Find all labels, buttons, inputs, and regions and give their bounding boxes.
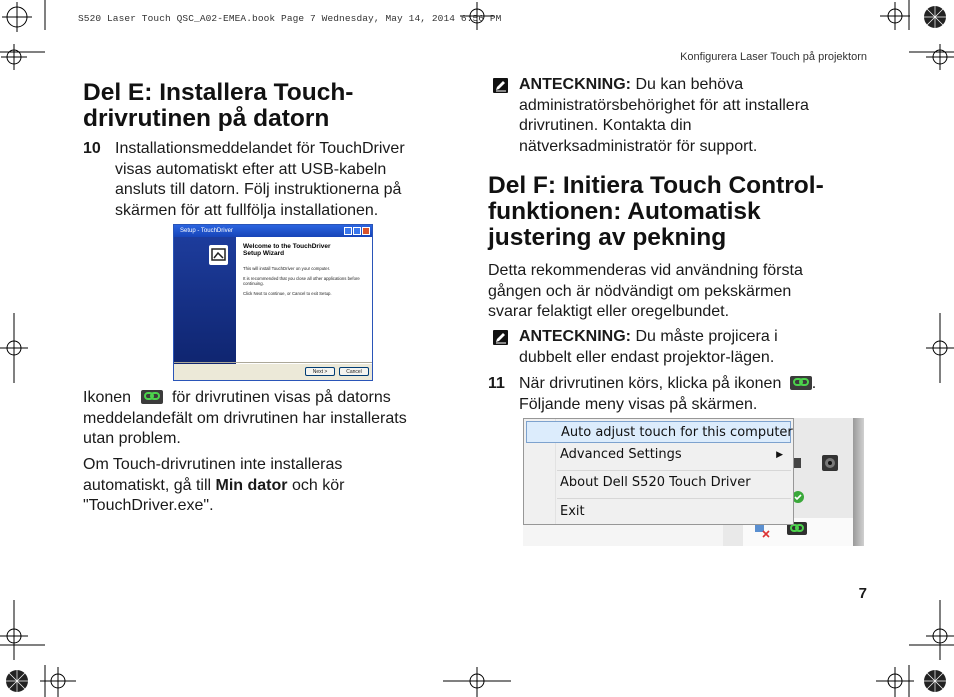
step-number: 11 [488,375,505,392]
menu-item-advanced-settings[interactable] [526,444,791,466]
menu-item-label: Advanced Settings [560,447,682,462]
section-f-title-line3: justering av pekning [488,224,727,251]
submenu-arrow-icon: ▶ [776,450,783,460]
note-text: Du kan behöva [635,76,744,93]
note-1 [519,75,879,157]
note-icon [493,78,508,93]
section-f-line: gången och är nödvändigt om pekskärmen [488,282,792,300]
icon-para-start: Ikonen [83,389,132,406]
note-label: ANTECKNING: [519,328,631,345]
note-line: dubbelt eller endast projektor-lägen. [519,348,775,366]
next-button[interactable]: Next > [305,367,335,376]
note-line: nätverksadministratör för support. [519,137,758,155]
installer-logo-icon [209,245,228,265]
icon-para-line: meddelandefält om drivrutinen har installerats [83,409,407,427]
wizard-sidebar [174,237,236,364]
step-number: 10 [83,140,101,157]
touchdriver-tray-icon [141,390,163,404]
section-f-title [488,173,824,251]
note-line: administratörsbehörighet för att installera [519,96,809,114]
manual-line-1: Om Touch-drivrutinen inte installeras [83,456,343,473]
manual-install-paragraph [83,455,463,517]
context-menu-screenshot [523,418,864,546]
touchdriver-tray-icon [790,376,812,390]
wizard-text-3: Click Next to continue, or Cancel to exit Setup. [243,291,332,296]
note-icon [493,330,508,345]
section-f-paragraph [488,261,868,323]
section-e-title-line2: drivrutinen på datorn [83,105,330,132]
page-number: 7 [858,585,867,602]
section-f-line: Detta rekommenderas vid användning första [488,262,803,279]
menu-item-exit[interactable] [526,501,791,523]
wizard-text-2: It is recommended that you close all other applications before continuing. [243,276,360,286]
step10-line: visas automatiskt efter att USB-kabeln [115,160,387,178]
menu-item-label: About Dell S520 Touch Driver [560,475,751,490]
step10-line: ansluts till datorn. Följ instruktionerna på [115,181,402,198]
window-controls [344,227,370,235]
setup-wizard-screenshot [173,224,373,381]
wizard-heading: Welcome to the TouchDriver Setup Wizard [243,243,331,257]
step11-period: . [811,375,817,392]
webcam-icon [821,454,839,472]
wizard-text-1: This will install TouchDriver on your computer. [243,266,331,271]
section-e-title-line1: Del E: Installera Touch- [83,79,354,106]
icon-para-line: utan problem. [83,430,181,447]
step10-line: Installationsmeddelandet för TouchDriver [115,140,405,157]
section-f-line: svarar felaktigt eller oregelbundet. [488,303,730,320]
step11-text: När drivrutinen körs, klicka på ikonen [519,375,782,392]
cancel-button[interactable]: Cancel [339,367,369,376]
section-f-title-line1: Del F: Initiera Touch Control- [488,172,824,199]
manual-line-2: automatiskt, gå till [83,476,212,494]
menu-item-about[interactable] [526,472,791,494]
print-slug: S520 Laser Touch QSC_A02-EMEA.book Page 7 Wednesday, May 14, 2014 6:56 PM [78,13,502,24]
section-f-title-line2: funktionen: Automatisk [488,198,761,225]
menu-item-label: Auto adjust touch for this computer [561,425,793,440]
icon-paragraph [83,388,463,450]
manual-line-3: "TouchDriver.exe". [83,497,214,514]
menu-item-label: Exit [560,504,585,519]
touchdriver-context-menu [523,418,794,525]
note-line: drivrutinen. Kontakta din [519,117,692,134]
menu-separator [557,470,791,471]
menu-item-auto-adjust[interactable] [526,421,791,443]
menu-separator [557,498,791,499]
section-e-title [83,80,353,132]
icon-para-end: för drivrutinen visas på datorns [171,389,391,406]
step10-line: skärmen för att fullfölja installationen. [115,201,379,219]
note-2 [519,327,879,368]
manual-line-2-end: och kör [291,476,345,494]
running-head: Konfigurera Laser Touch på projektorn [680,51,867,63]
step11-line-2: Följande meny visas på skärmen. [519,395,758,413]
note-label: ANTECKNING: [519,76,631,93]
wizard-title: Setup - TouchDriver [174,225,372,237]
wizard-footer [174,362,372,380]
my-computer-label: Min dator [215,476,288,494]
note-text: Du måste projicera i [635,328,778,345]
